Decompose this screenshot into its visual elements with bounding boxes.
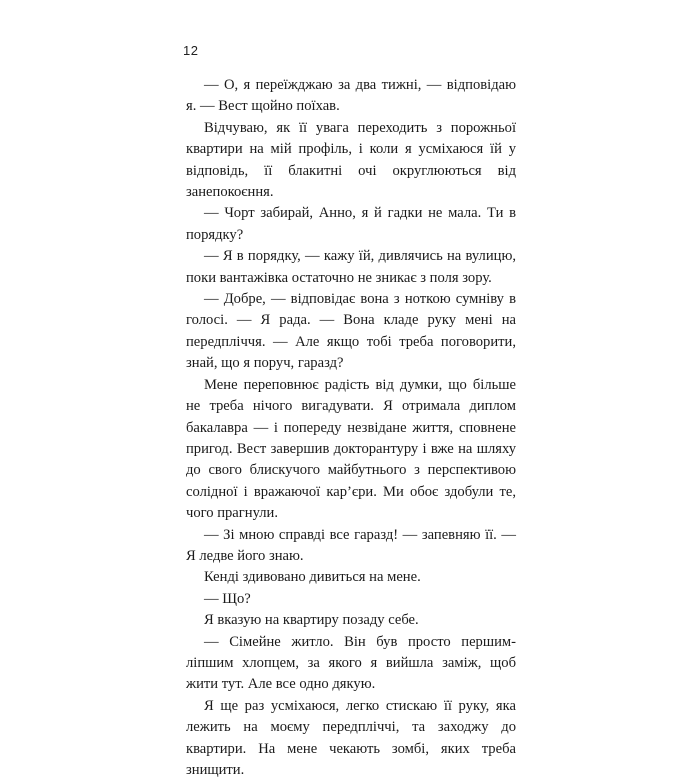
paragraph: — Що? (204, 590, 251, 607)
paragraph: — Сімейне житло. Він був просто першим-ліпшим хлопцем, за якого я вийшла заміж, щоб жити тут. Але все одно дякую. (186, 633, 516, 693)
page-number: 12 (183, 43, 199, 58)
paragraph: Відчуваю, як її увага переходить з порожньої квартири на мій профіль, і коли я усміхаюся їй у відповідь, її блакитні очі округлюються від занепокоєння. (186, 119, 516, 201)
paragraph: Мене переповнює радість від думки, що більше не треба нічого вигадувати. Я отримала диплом бакалавра — і попереду незвідане життя, сповнене пригод. Вест завершив докторантуру і вже на шляху до свого блискучого майбутнього з перспективою солідної і вражаючої кар’єри. Ми обоє здобули те, чого прагнули. (186, 376, 516, 522)
paragraph: — Зі мною справді все гаразд! — запевняю її. — Я ледве його знаю. (186, 526, 516, 564)
body-text (186, 75, 516, 781)
paragraph: Я ще раз усміхаюся, легко стискаю її руку, яка лежить на моєму передпліччі, та заходжу до квартири. На мене чекають зомбі, яких треба знищити. (186, 697, 516, 778)
paragraph: — Я в порядку, — кажу їй, дивлячись на вулицю, поки вантажівка остаточно не зникає з поля зору. (186, 248, 516, 286)
paragraph: — Чорт забирай, Анно, я й гадки не мала. Ти в порядку? (186, 205, 516, 243)
paragraph: Я вказую на квартиру позаду себе. (204, 612, 419, 629)
paragraph: — Добре, — відповідає вона з ноткою сумніву в голосі. — Я рада. — Вона кладе руку мені на передпліччя. — Але якщо тобі треба поговорити, знай, що я поруч, гаразд? (186, 291, 516, 372)
paragraph: — О, я переїжджаю за два тижні, — відповідаю я. — Вест щойно поїхав. (186, 77, 516, 115)
paragraph: Кенді здивовано дивиться на мене. (204, 569, 421, 586)
